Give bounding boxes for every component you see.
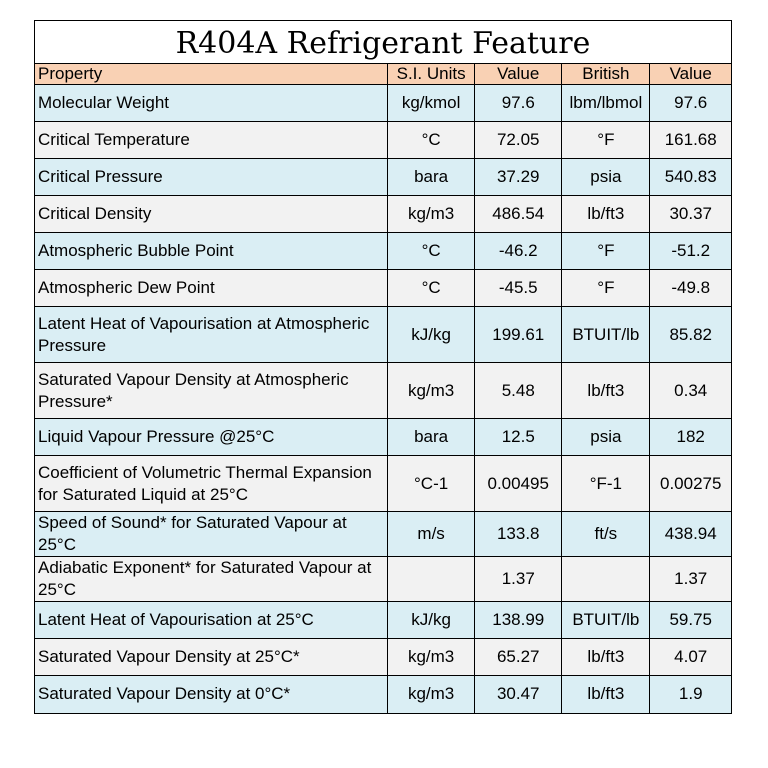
british-unit-cell: ft/s: [562, 512, 650, 557]
property-cell: Atmospheric Dew Point: [35, 270, 388, 307]
table-row: [35, 233, 731, 270]
table-row: [35, 639, 731, 676]
british-value-cell: -51.2: [650, 233, 731, 270]
british-unit-cell: BTUIT/lb: [562, 602, 650, 639]
si-value-cell: 1.37: [475, 557, 562, 602]
property-cell: Critical Density: [35, 196, 388, 233]
british-value-cell: 1.37: [650, 557, 731, 602]
header-si-value: Value: [475, 64, 562, 85]
british-unit-cell: [562, 557, 650, 602]
property-cell: Speed of Sound* for Saturated Vapour at 25°C: [35, 512, 388, 557]
table-row: [35, 270, 731, 307]
british-value-cell: 540.83: [650, 159, 731, 196]
si-value-cell: 12.5: [475, 419, 562, 456]
british-value-cell: 30.37: [650, 196, 731, 233]
header-row: [35, 64, 731, 85]
table-row: [35, 602, 731, 639]
si-unit-cell: kJ/kg: [388, 307, 475, 363]
si-value-cell: 37.29: [475, 159, 562, 196]
header-british-value: Value: [650, 64, 731, 85]
property-cell: Critical Temperature: [35, 122, 388, 159]
property-cell: Molecular Weight: [35, 85, 388, 122]
si-value-cell: -46.2: [475, 233, 562, 270]
si-unit-cell: m/s: [388, 512, 475, 557]
table-row: [35, 676, 731, 713]
si-value-cell: 138.99: [475, 602, 562, 639]
british-value-cell: 438.94: [650, 512, 731, 557]
property-cell: Adiabatic Exponent* for Saturated Vapour at 25°C: [35, 557, 388, 602]
table-row: [35, 196, 731, 233]
british-value-cell: 182: [650, 419, 731, 456]
table-title: R404A Refrigerant Feature: [35, 21, 731, 64]
property-cell: Latent Heat of Vapourisation at 25°C: [35, 602, 388, 639]
british-unit-cell: lb/ft3: [562, 639, 650, 676]
british-unit-cell: °F-1: [562, 456, 650, 512]
si-unit-cell: °C: [388, 233, 475, 270]
british-unit-cell: lbm/lbmol: [562, 85, 650, 122]
refrigerant-table-sheet: [34, 20, 732, 714]
table-row: [35, 307, 731, 363]
si-value-cell: 5.48: [475, 363, 562, 419]
table-row: [35, 85, 731, 122]
si-unit-cell: bara: [388, 419, 475, 456]
property-cell: Saturated Vapour Density at Atmospheric Pressure*: [35, 363, 388, 419]
british-value-cell: 161.68: [650, 122, 731, 159]
property-cell: Coefficient of Volumetric Thermal Expansion for Saturated Liquid at 25°C: [35, 456, 388, 512]
british-unit-cell: °F: [562, 270, 650, 307]
si-unit-cell: kg/m3: [388, 363, 475, 419]
property-cell: Saturated Vapour Density at 25°C*: [35, 639, 388, 676]
british-unit-cell: psia: [562, 419, 650, 456]
property-cell: Atmospheric Bubble Point: [35, 233, 388, 270]
british-value-cell: -49.8: [650, 270, 731, 307]
british-unit-cell: lb/ft3: [562, 363, 650, 419]
si-value-cell: 0.00495: [475, 456, 562, 512]
british-unit-cell: lb/ft3: [562, 676, 650, 713]
si-value-cell: 199.61: [475, 307, 562, 363]
british-unit-cell: °F: [562, 233, 650, 270]
property-cell: Latent Heat of Vapourisation at Atmospheric Pressure: [35, 307, 388, 363]
british-unit-cell: lb/ft3: [562, 196, 650, 233]
si-unit-cell: kJ/kg: [388, 602, 475, 639]
si-unit-cell: kg/m3: [388, 676, 475, 713]
si-unit-cell: °C: [388, 122, 475, 159]
british-value-cell: 59.75: [650, 602, 731, 639]
si-value-cell: 30.47: [475, 676, 562, 713]
british-value-cell: 97.6: [650, 85, 731, 122]
si-value-cell: 486.54: [475, 196, 562, 233]
table-row: [35, 159, 731, 196]
si-unit-cell: kg/kmol: [388, 85, 475, 122]
si-value-cell: 97.6: [475, 85, 562, 122]
si-unit-cell: °C: [388, 270, 475, 307]
si-unit-cell: kg/m3: [388, 639, 475, 676]
si-unit-cell: [388, 557, 475, 602]
british-unit-cell: psia: [562, 159, 650, 196]
table-row: [35, 419, 731, 456]
si-value-cell: 72.05: [475, 122, 562, 159]
si-value-cell: 65.27: [475, 639, 562, 676]
property-cell: Saturated Vapour Density at 0°C*: [35, 676, 388, 713]
table-row: [35, 122, 731, 159]
british-value-cell: 1.9: [650, 676, 731, 713]
si-unit-cell: kg/m3: [388, 196, 475, 233]
british-value-cell: 85.82: [650, 307, 731, 363]
si-unit-cell: °C-1: [388, 456, 475, 512]
property-cell: Liquid Vapour Pressure @25°C: [35, 419, 388, 456]
property-cell: Critical Pressure: [35, 159, 388, 196]
table-row: [35, 512, 731, 557]
british-value-cell: 0.34: [650, 363, 731, 419]
si-value-cell: -45.5: [475, 270, 562, 307]
si-value-cell: 133.8: [475, 512, 562, 557]
table-row: [35, 456, 731, 512]
property-table: [35, 64, 731, 713]
british-unit-cell: °F: [562, 122, 650, 159]
british-unit-cell: BTUIT/lb: [562, 307, 650, 363]
si-unit-cell: bara: [388, 159, 475, 196]
header-british: British: [562, 64, 650, 85]
british-value-cell: 0.00275: [650, 456, 731, 512]
header-property: Property: [35, 64, 388, 85]
header-si-units: S.I. Units: [388, 64, 475, 85]
table-row: [35, 557, 731, 602]
british-value-cell: 4.07: [650, 639, 731, 676]
table-row: [35, 363, 731, 419]
